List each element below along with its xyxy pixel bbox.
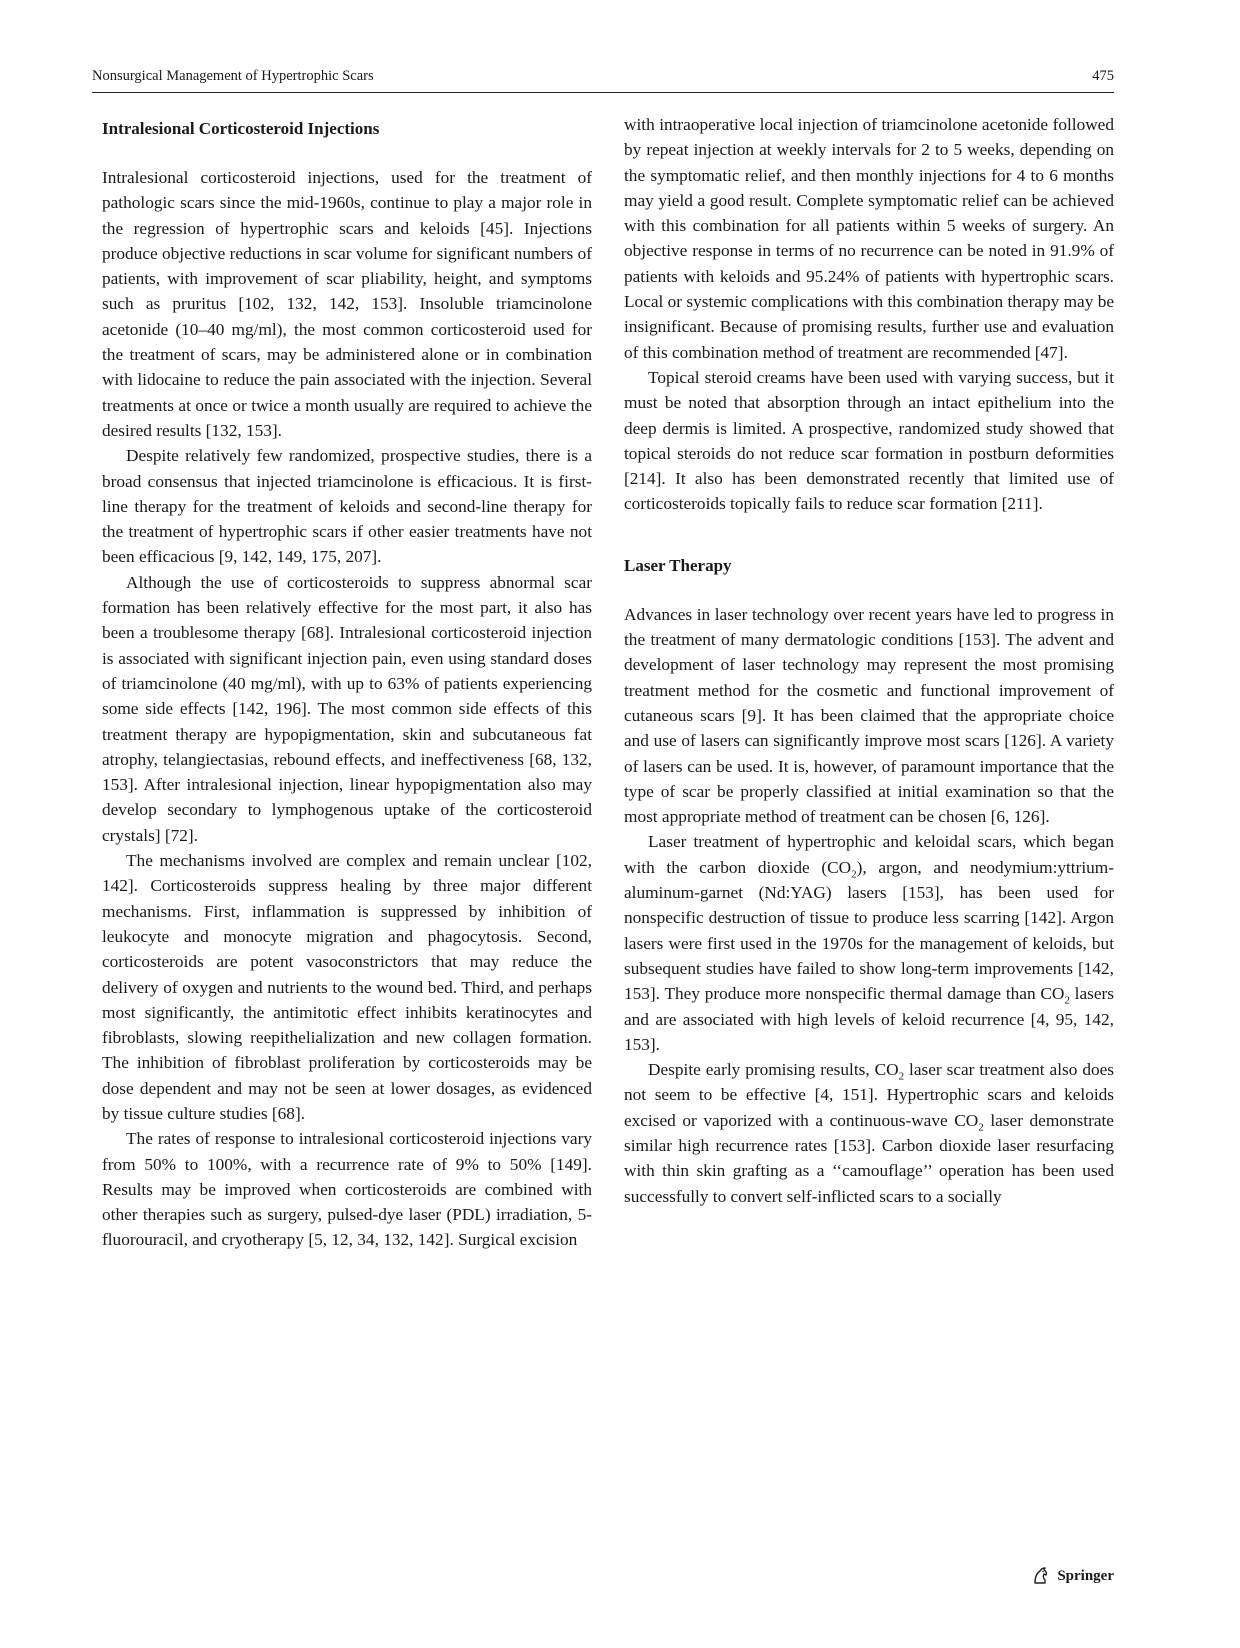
text-run: Despite early promising results, CO [648,1060,899,1080]
paragraph: The mechanisms involved are complex and remain unclear [102, 142]. Corticosteroids suppress healing by three major different mechanisms. First, inflammation is suppressed by inhibition of leukocyte and monocyte migration and phagocytosis. Second, corticosteroids are potent vasoconstrictors that may reduce the delivery of oxygen and nutrients to the wound bed. Third, and perhaps most significantly, the antimitotic effect inhibits keratinocytes and fibroblasts, slowing reepithelialization and new collagen formation. The inhibition of fibroblast proliferation by corticosteroids may be dose dependent and may not be seen at lower dosages, as evidenced by tissue culture studies [68]. [102,851,592,1123]
paragraph: Topical steroid creams have been used with varying success, but it must be noted that absorption through an intact epithelium into the deep dermis is limited. A prospective, randomized study showed that topical steroids do not reduce scar formation in postburn deformities [214]. It also has been demonstrated recently that limited use of corticosteroids topically fails to reduce scar formation [211]. [624,367,1114,514]
paragraph: Although the use of corticosteroids to suppress abnormal scar formation has been relatively effective for the most part, it also has been a troublesome therapy [68]. Intralesional corticosteroid injection is associated with significant injection pain, even using standard doses of triamcinolone (40 mg/ml), with up to 63% of patients experiencing some side effects [142, 196]. The most common side effects of this treatment therapy are hypopigmentation, skin and subcutaneous fat atrophy, telangiectasias, rebound effects, and ineffectiveness [68, 132, 153]. After intralesional injection, linear hypopigmentation also may develop secondary to lymphogenous uptake of the corticosteroid crystals] [72]. [102,572,592,845]
text-run: Laser treatment of hypertrophic and keloidal scars, which began with the carbon dioxide (CO [624,832,1114,877]
paragraph: Despite relatively few randomized, prospective studies, there is a broad consensus that injected triamcinolone is efficacious. It is first-line therapy for the treatment of keloids and second-line therapy for the treatment of hypertrophic scars if other easier treatments have not been efficacious [9, 142, 149, 175, 207]. [102,446,592,567]
subscript: 2 [851,868,857,881]
section-heading-corticosteroid: Intralesional Corticosteroid Injections [102,119,380,138]
section-heading-laser: Laser Therapy [624,555,732,575]
publisher-footer [1031,1566,1114,1586]
running-head [92,64,1114,93]
paragraph: Intralesional corticosteroid injections, used for the treatment of pathologic scars since the mid-1960s, continue to play a major role in the regression of hypertrophic scars and keloids [45]. Injections produce objective reductions in scar volume for significant numbers of patients, with improvement of scar pliability, height, and symptoms such as pruritus [102, 132, 142, 153]. Insoluble triamcinolone acetonide (10–40 mg/ml), the most common corticosteroid used for the treatment of scars, may be administered alone or in combination with lidocaine to reduce the pain associated with the injection. Several treatments at once or twice a month usually are required to achieve the desired results [132, 153]. [102,168,592,440]
text-run: laser demonstrate similar high recurrence rates [153]. Carbon dioxide laser resurfacing with thin skin grafting as a ‘‘camouflage’’ operation has been used successfully to convert self-inflicted scars to a socially [624,1110,1114,1206]
paragraph [624,829,1114,1057]
paragraph: The rates of response to intralesional corticosteroid injections vary from 50% to 100%, with a recurrence rate of 9% to 50% [149]. Results may be improved when corticosteroids are combined with other therapies such as surgery, pulsed-dye laser (PDL) irradiation, 5-fluorouracil, and cryotherapy [5, 12, 34, 132, 142]. Surgical excision [102,1129,592,1250]
paragraph: Advances in laser technology over recent years have led to progress in the treatment of many dermatologic conditions [153]. The advent and development of laser technology may represent the most promising treatment method for the cosmetic and functional improvement of cutaneous scars [9]. It has been claimed that the appropriate choice and use of lasers can significantly improve most scars [126]. A variety of lasers can be used. It is, however, of paramount importance that the type of scar be properly classified at initial examination so that the most appropriate method of treatment can be chosen [6, 126]. [624,604,1114,827]
subscript: 2 [978,1121,984,1134]
left-column [102,112,592,1253]
subscript: 2 [898,1070,905,1083]
paragraph [624,1057,1114,1209]
text-run: ), argon, and neodymium:yttrium-aluminum-garnet (Nd:YAG) lasers [153], has been used for nonspecific destruction of tissue to produce less scarring [142]. Argon lasers were first used in the 1970s for the management of keloids, but subsequent studies have failed to show long-term improvements [142, 153]. They produce more nonspecific thermal damage than CO [624,857,1115,1004]
springer-horse-icon [1031,1566,1051,1586]
paragraph-continued: with intraoperative local injection of triamcinolone acetonide followed by repeat injection at weekly intervals for 2 to 5 weeks, depending on the symptomatic relief, and then monthly injections for 4 to 6 months may yield a good result. Complete symptomatic relief can be achieved with this combination for all patients within 5 weeks of surgery. An objective response in terms of no recurrence can be noted in 91.9% of patients with keloids and 95.24% of patients with hypertrophic scars. Local or systemic complications with this combination therapy may be insignificant. Because of promising results, further use and evaluation of this combination method of treatment are recommended [47]. [624,115,1115,362]
subscript: 2 [1064,994,1070,1007]
running-title: Nonsurgical Management of Hypertrophic Scars [92,68,374,84]
text-run: lasers and are associated with high levels of keloid recurrence [4, 95, 142, 153]. [624,984,1114,1054]
publisher-name: Springer [1057,1567,1114,1584]
page-number: 475 [1092,68,1114,84]
text-run: laser scar treatment also does not seem to be effective [4, 151]. Hypertrophic scars and keloids excised or vaporized with a continuous-wave CO [624,1060,1115,1130]
right-column [624,112,1114,1209]
